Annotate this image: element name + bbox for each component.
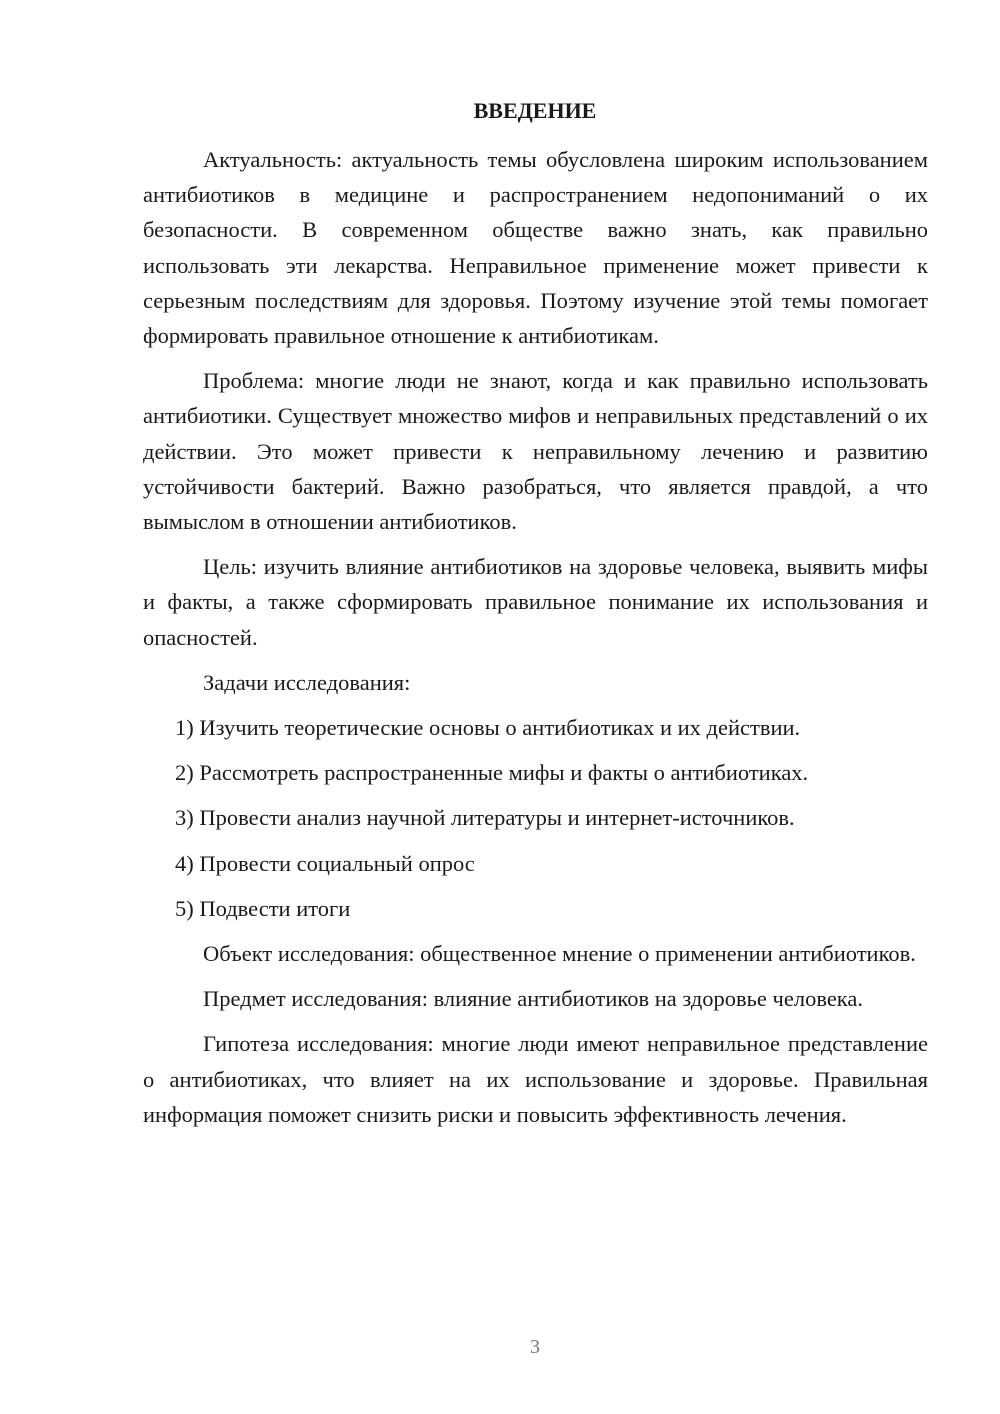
- goal-paragraph: Цель: изучить влияние антибиотиков на здоровье человека, выявить мифы и факты, а также сформировать правильное понимание их использования и опасностей.: [143, 554, 928, 650]
- tasks-heading: Задачи исследования:: [203, 669, 411, 695]
- object-paragraph: Объект исследования: общественное мнение о применении антибиотиков.: [203, 941, 916, 967]
- hypothesis-paragraph: Гипотеза исследования: многие люди имеют неправильное представление о антибиотиках, что влияет на их использование и здоровье. Правильная информация поможет снизить риски и повысить эффективность лечения.: [143, 1031, 928, 1127]
- subject-paragraph: Предмет исследования: влияние антибиотиков на здоровье человека.: [203, 986, 864, 1012]
- relevance-paragraph: Актуальность: актуальность темы обусловлена широким использованием антибиотиков в медицине и распространением недопониманий о их безопасности. В современном обществе важно знать, как правильно использовать эти лекарства. Неправильное применение может привести к серьезным последствиям для здоровья. Поэтому изучение этой темы помогает формировать правильное отношение к антибиотикам.: [143, 147, 928, 349]
- page-number: 3: [530, 1336, 540, 1358]
- problem-paragraph: Проблема: многие люди не знают, когда и как правильно использовать антибиотики. Существует множество мифов и неправильных представлений о их действии. Это может привести к неправильному лечению и развитию устойчивости бактерий. Важно разобраться, что является правдой, а что вымыслом в отношении антибиотиков.: [143, 368, 928, 535]
- section-title: ВВЕДЕНИЕ: [473, 98, 597, 123]
- list-item: 1) Изучить теоретические основы о антибиотиках и их действии.: [175, 715, 801, 741]
- list-item: 3) Провести анализ научной литературы и интернет-источников.: [175, 805, 795, 831]
- list-item: 2) Рассмотреть распространенные мифы и факты о антибиотиках.: [175, 760, 809, 786]
- list-item: 4) Провести социальный опрос: [175, 850, 475, 876]
- tasks-list: [143, 710, 928, 926]
- document-body: [143, 142, 928, 1142]
- list-item: 5) Подвести итоги: [175, 895, 351, 921]
